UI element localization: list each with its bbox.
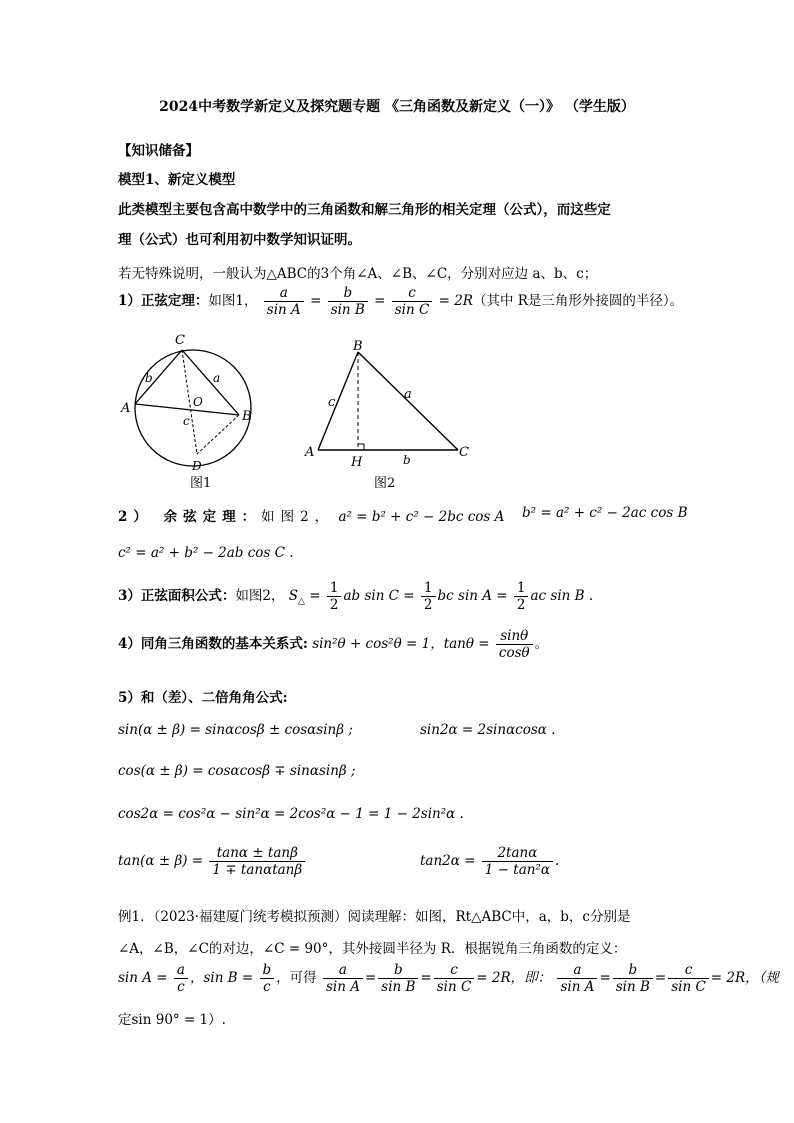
label-c: c — [328, 395, 336, 410]
tan-sum-formula — [118, 845, 307, 878]
frac-b-c: $\frac{b}{c}$ — [260, 962, 275, 995]
label-b: b — [403, 453, 411, 467]
tan-double-end: . — [554, 853, 560, 869]
example-line-1: 例1．（2023·福建厦门统考模拟预测）阅读理解：如图，Rt△ABC中，a，b，c分别是 — [118, 909, 631, 925]
label-C: C — [459, 445, 469, 460]
right-angle-mark — [358, 444, 364, 450]
equals-2R-2: = 2R，（规 — [710, 970, 779, 986]
tan-sum-fraction: $\frac{\tan\alpha \pm \tan\beta}{1 \mp \tan\alpha\tan\beta}$ — [209, 845, 305, 878]
model-heading: 模型1、新定义模型 — [118, 172, 236, 188]
identity-eq: sin²θ + cos²θ = 1，tanθ = — [312, 636, 490, 652]
identity-label: 4）同角三角函数的基本关系式: — [118, 636, 308, 652]
figure-2-triangle-diagram — [300, 338, 480, 473]
example-line-2: ∠A，∠B，∠C的对边，∠C = 90°，其外接圆半径为 R．根据锐角三角函数的定义： — [118, 941, 627, 957]
side-a — [182, 350, 239, 415]
cosine-law-label: 2） 余弦定理： — [118, 509, 262, 525]
fraction-c-sinC: $\frac{c}{\text{sin C}}$ — [434, 962, 475, 995]
sin-double-formula: sin2α = 2sinαcosα . — [420, 722, 556, 738]
label-D: D — [192, 459, 202, 473]
chord-bd — [197, 415, 239, 454]
section-header: 【知识储备】 — [118, 143, 199, 159]
sine-law: 1）正弦定理：如图1， $\frac{a}{\text{sin A}}$ = $\frac{b}{\text{sin B}}$ = $\frac{c}{\text{sin C}}$ = 2R（其中 R是三角形外接圆的半径）。 — [118, 285, 684, 318]
tan-double-fraction: $\frac{2\tan\alpha}{\text{1 − tan²α}}$ — [482, 845, 553, 878]
label-O: O — [193, 395, 203, 409]
fraction-c-sinC: $\frac{c}{\text{sin C}}$ — [668, 962, 709, 995]
tan-double-formula — [420, 845, 559, 878]
sine-law-note: （其中 R是三角形外接圆的半径）。 — [472, 293, 684, 309]
sine-law-prefix: 如图1， — [208, 293, 258, 309]
assumption-text: 若无特殊说明，一般认为△ABC的3个角∠A、∠B、∠C，分别对应边 a、b、c； — [118, 266, 598, 282]
sinA-eq: sin A = — [118, 970, 168, 986]
fraction-a-sinA: $\frac{a}{\text{sin A}}$ — [323, 962, 363, 995]
half-fraction: $\frac{1}{2}$ — [514, 580, 529, 613]
figure-1-circle-diagram — [115, 330, 265, 490]
example-line-4: 定sin 90° = 1）. — [118, 1012, 226, 1028]
page-title: 2024中考数学新定义及探究题专题 《三角函数及新定义（一）》 （学生版） — [159, 99, 635, 115]
cosine-law-eq-a: a² = b² + c² − 2bc cos A — [338, 509, 505, 525]
label-B: B — [242, 409, 252, 424]
equals-2R-1: = 2R，即： — [476, 970, 552, 986]
frac-a-c: $\frac{a}{c}$ — [174, 962, 188, 995]
sinB-eq: ，sin B = — [189, 970, 254, 986]
area-term-1: ab sin C = — [343, 588, 415, 604]
half-fraction: $\frac{1}{2}$ — [421, 580, 436, 613]
sine-law-rhs: = 2R — [438, 293, 473, 309]
example-line-3: sin A = $\frac{a}{c}$ ，sin B = $\frac{b}{c}$ ，可得 $\frac{a}{\text{sin A}}$ = $\frac{b}{\text{sin B}}$ = $\frac{c}{\text{sin C}}$ = 2R，即： $\frac{a}{\text{sin A}}$ = $\frac{b}{\text{sin B}}$ = $\frac{c}{\text{sin C}}$ = 2R，（规 — [118, 962, 779, 995]
sine-law-label: 1）正弦定理： — [118, 293, 209, 309]
tan-double-lhs: tan2α = — [420, 853, 476, 869]
hence-text: ，可得 — [276, 970, 317, 986]
label-b: b — [145, 371, 153, 385]
label-c: c — [183, 414, 190, 428]
cosine-law-line-1 — [118, 505, 504, 525]
cosine-law-eq-b: b² = a² + c² − 2ac cos B — [522, 505, 688, 521]
area-formula: 3）正弦面积公式：如图2， $S_\triangle$ = $\frac{1}{2}$ ab sin C = $\frac{1}{2}$ bc sin A = $\frac{1}{2}$ ac sin B . — [118, 580, 594, 613]
compound-label: 5）和（差）、二倍角角公式: — [118, 690, 288, 706]
cosine-law-eq-c: c² = a² + b² − 2ab cos C . — [118, 545, 294, 561]
side-b — [135, 350, 182, 404]
figure-1-caption: 图1 — [190, 476, 212, 491]
fraction-b-sinB: $\frac{b}{\text{sin B}}$ — [328, 285, 368, 318]
cos-sum-formula: cos(α ± β) = cosαcosβ ∓ sinαsinβ ; — [118, 763, 356, 779]
side-c — [318, 352, 358, 450]
fraction-b-sinB: $\frac{b}{\text{sin B}}$ — [378, 962, 418, 995]
label-C: C — [175, 333, 185, 348]
area-term-3: ac sin B . — [530, 588, 594, 604]
fraction-a-sinA: $\frac{a}{\text{sin A}}$ — [557, 962, 597, 995]
fraction-a-sinA: $\frac{a}{\text{sin A}}$ — [264, 285, 304, 318]
label-A: A — [121, 401, 131, 416]
label-a: a — [213, 371, 221, 385]
trig-identity — [118, 628, 548, 661]
label-B: B — [353, 339, 363, 354]
area-prefix: 如图2， — [235, 588, 285, 604]
area-term-2: bc sin A = — [437, 588, 508, 604]
figure-2-caption: 图2 — [374, 476, 396, 491]
area-lhs: S — [288, 588, 299, 604]
tan-sum-lhs: tan(α ± β) = — [118, 853, 204, 869]
fraction-c-sinC: $\frac{c}{\text{sin C}}$ — [392, 285, 433, 318]
fraction-b-sinB: $\frac{b}{\text{sin B}}$ — [613, 962, 653, 995]
area-sub: △ — [298, 596, 305, 607]
label-A: A — [305, 445, 315, 460]
area-label: 3）正弦面积公式： — [118, 588, 236, 604]
intro-line-2: 理（公式）也可利用初中数学知识证明。 — [118, 232, 361, 248]
cos-double-formula: cos2α = cos²α − sin²α = 2cos²α − 1 = 1 − 2sin²α . — [118, 806, 464, 822]
cosine-law-prefix: 如图2， — [261, 509, 335, 525]
label-a: a — [404, 387, 412, 402]
tan-fraction: $\frac{\sin\theta}{\cos\theta}$ — [496, 628, 533, 661]
sin-sum-formula: sin(α ± β) = sinαcosβ ± cosαsinβ ; — [118, 722, 353, 738]
intro-line-1: 此类模型主要包含高中数学中的三角函数和解三角形的相关定理（公式），而这些定 — [118, 202, 611, 218]
identity-end: 。 — [534, 636, 549, 652]
half-fraction: $\frac{1}{2}$ — [327, 580, 342, 613]
label-H: H — [351, 455, 363, 470]
